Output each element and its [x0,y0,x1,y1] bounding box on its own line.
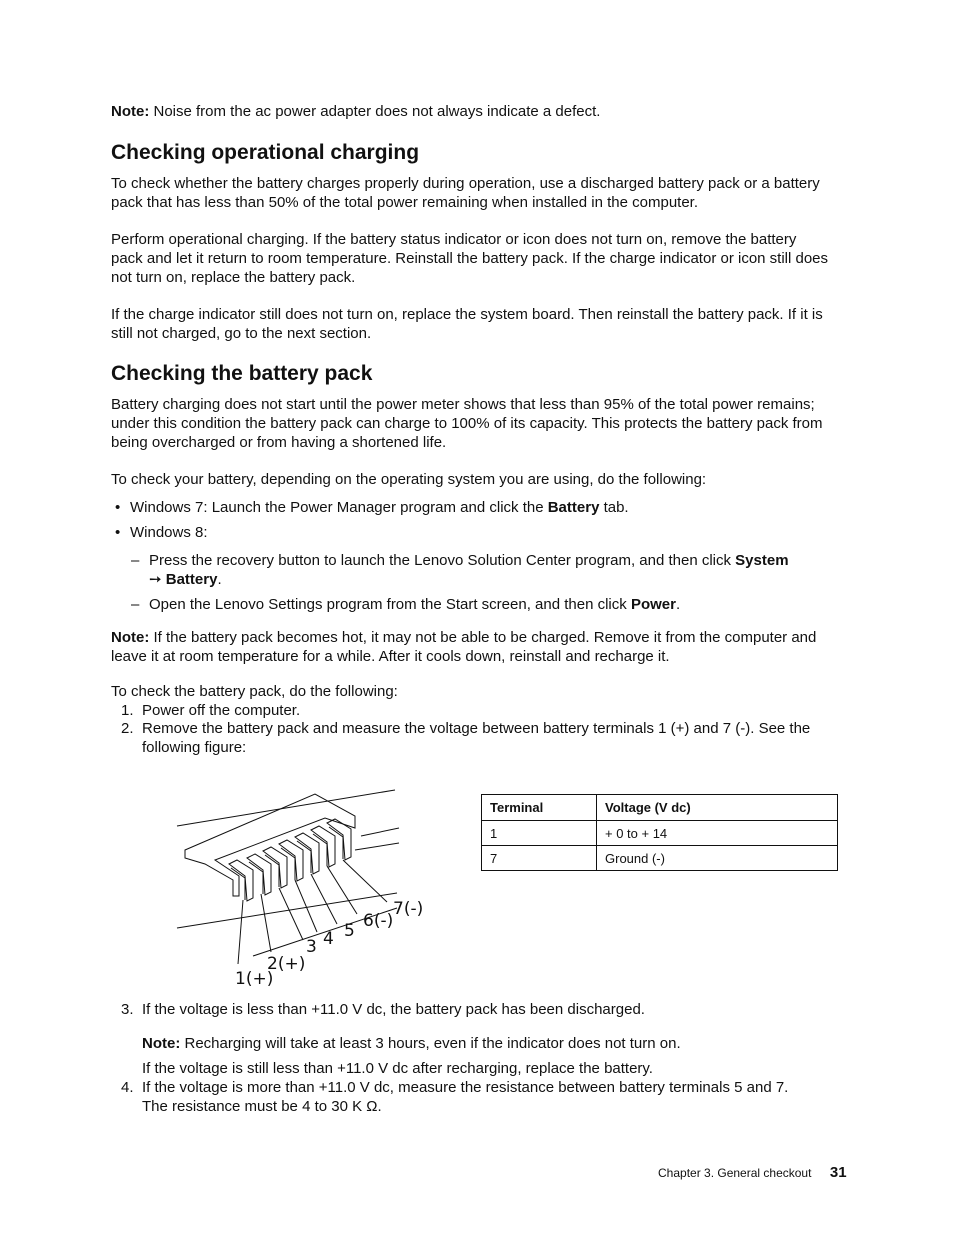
section-heading-operational-charging: Checking operational charging [111,141,420,164]
dash-marker: – [131,596,140,613]
terminal-label: 7(-) [393,899,424,919]
section2-paragraph-2: To check your battery, depending on the operating system you are using, do the following: [111,471,707,488]
dash-bold: Power [630,596,676,613]
dash-bold: System [735,552,789,569]
step-text: Remove the battery pack and measure the voltage between battery terminals 1 (+) and 7 (-). See the [142,720,811,737]
battery-terminal-figure [175,788,475,998]
dash-text: . [217,571,222,588]
table-cell: 1 [482,821,597,846]
table-header-row [482,795,838,821]
text-line: not turn on, replace the battery pack. [111,269,356,286]
section2-paragraph-1 [111,395,823,452]
step-3-extra: If the voltage is still less than +11.0 V dc after recharging, replace the battery. [142,1060,653,1077]
step-text: If the voltage is less than +11.0 V dc, the battery pack has been discharged. [142,1001,645,1018]
section1-paragraph-1 [111,174,820,212]
step-text: The resistance must be 4 to 30 K Ω. [142,1098,382,1115]
section1-paragraph-3 [111,305,823,343]
step-number: 4. [121,1079,134,1096]
step-number: 3. [121,1001,134,1018]
connector-socket [185,794,355,896]
step-text: Power off the computer. [142,702,301,719]
note-noise [111,102,600,121]
note-text: If the battery pack becomes hot, it may not be able to be charged. Remove it from the computer and [153,629,817,646]
table-row [482,846,838,871]
arrow-icon: ➙ [149,571,162,588]
note-label: Note: [111,629,150,646]
bullet-marker: • [115,499,121,516]
note-recharging [142,1034,862,1053]
text-line: Perform operational charging. If the battery status indicator or icon does not turn on, remove the battery [111,231,797,248]
table-header-cell: Terminal [482,795,597,821]
terminal-voltage-table [481,794,838,871]
terminal-label: 6(-) [363,911,394,931]
table-cell: 7 [482,846,597,871]
bullet-marker: • [115,524,121,541]
step-number: 2. [121,720,134,737]
note-label: Note: [111,103,150,120]
table-cell: + 0 to + 14 [597,821,838,846]
section1-paragraph-2 [111,230,828,287]
section-heading-battery-pack: Checking the battery pack [111,362,373,385]
text-line: still not charged, go to the next section. [111,325,372,342]
table-cell: Ground (-) [597,846,838,871]
housing-line [361,828,399,836]
text-line: pack that has less than 50% of the total power remaining when installed in the computer. [111,194,699,211]
note-text: Noise from the ac power adapter does not always indicate a defect. [153,103,601,120]
text-line: If the charge indicator still does not turn on, replace the system board. Then reinstall the battery pack. If it is [111,306,823,323]
terminal-label: 4 [323,929,334,949]
bullet-text: Windows 7: Launch the Power Manager program and click the [130,499,548,516]
note-text: leave it at room temperature for a while. After it cools down, reinstall and recharge it. [111,648,670,665]
dash-text: Open the Lenovo Settings program from the Start screen, and then click [149,596,631,613]
text-line: To check whether the battery charges properly during operation, use a discharged battery pack or a battery [111,175,820,192]
text-line: being overcharged or from having a shortened life. [111,434,447,451]
housing-line [355,843,399,850]
dash-text: Press the recovery button to launch the Lenovo Solution Center program, and then click [149,552,736,569]
step-text: If the voltage is more than +11.0 V dc, measure the resistance between battery terminals 5 and 7. [142,1079,789,1096]
terminal-label: 1(+) [235,969,274,989]
housing-line [177,790,395,826]
footer-page-number: 31 [829,1164,847,1181]
text-line: Battery charging does not start until the power meter shows that less than 95% of the total power remains; [111,396,815,413]
dash-marker: – [131,552,140,569]
footer-chapter: Chapter 3. General checkout [658,1166,812,1180]
note-label: Note: [142,1035,181,1052]
step-text: following figure: [142,739,247,756]
bullet-bold: Battery [547,499,600,516]
dash-text: . [675,596,681,613]
terminal-label: 2(+) [267,954,306,974]
dash-bold: Battery [165,571,218,588]
text-line: under this condition the battery pack can charge to 100% of its capacity. This protects the battery pack from [111,415,823,432]
note-battery-hot [111,628,816,666]
text-line: pack and let it return to room temperature. Reinstall the battery pack. If the charge indicator or icon still does [111,250,829,267]
step-number: 1. [121,702,134,719]
table-row [482,821,838,846]
page-footer [658,1164,847,1182]
note-text: Recharging will take at least 3 hours, even if the indicator does not turn on. [184,1035,681,1052]
table-header-cell: Voltage (V dc) [597,795,838,821]
bullet-text: Windows 8: [130,524,208,541]
terminal-label: 3 [306,937,317,957]
section2-paragraph-3: To check the battery pack, do the following: [111,683,398,700]
terminal-label: 5 [344,921,355,941]
bullet-text: tab. [599,499,629,516]
